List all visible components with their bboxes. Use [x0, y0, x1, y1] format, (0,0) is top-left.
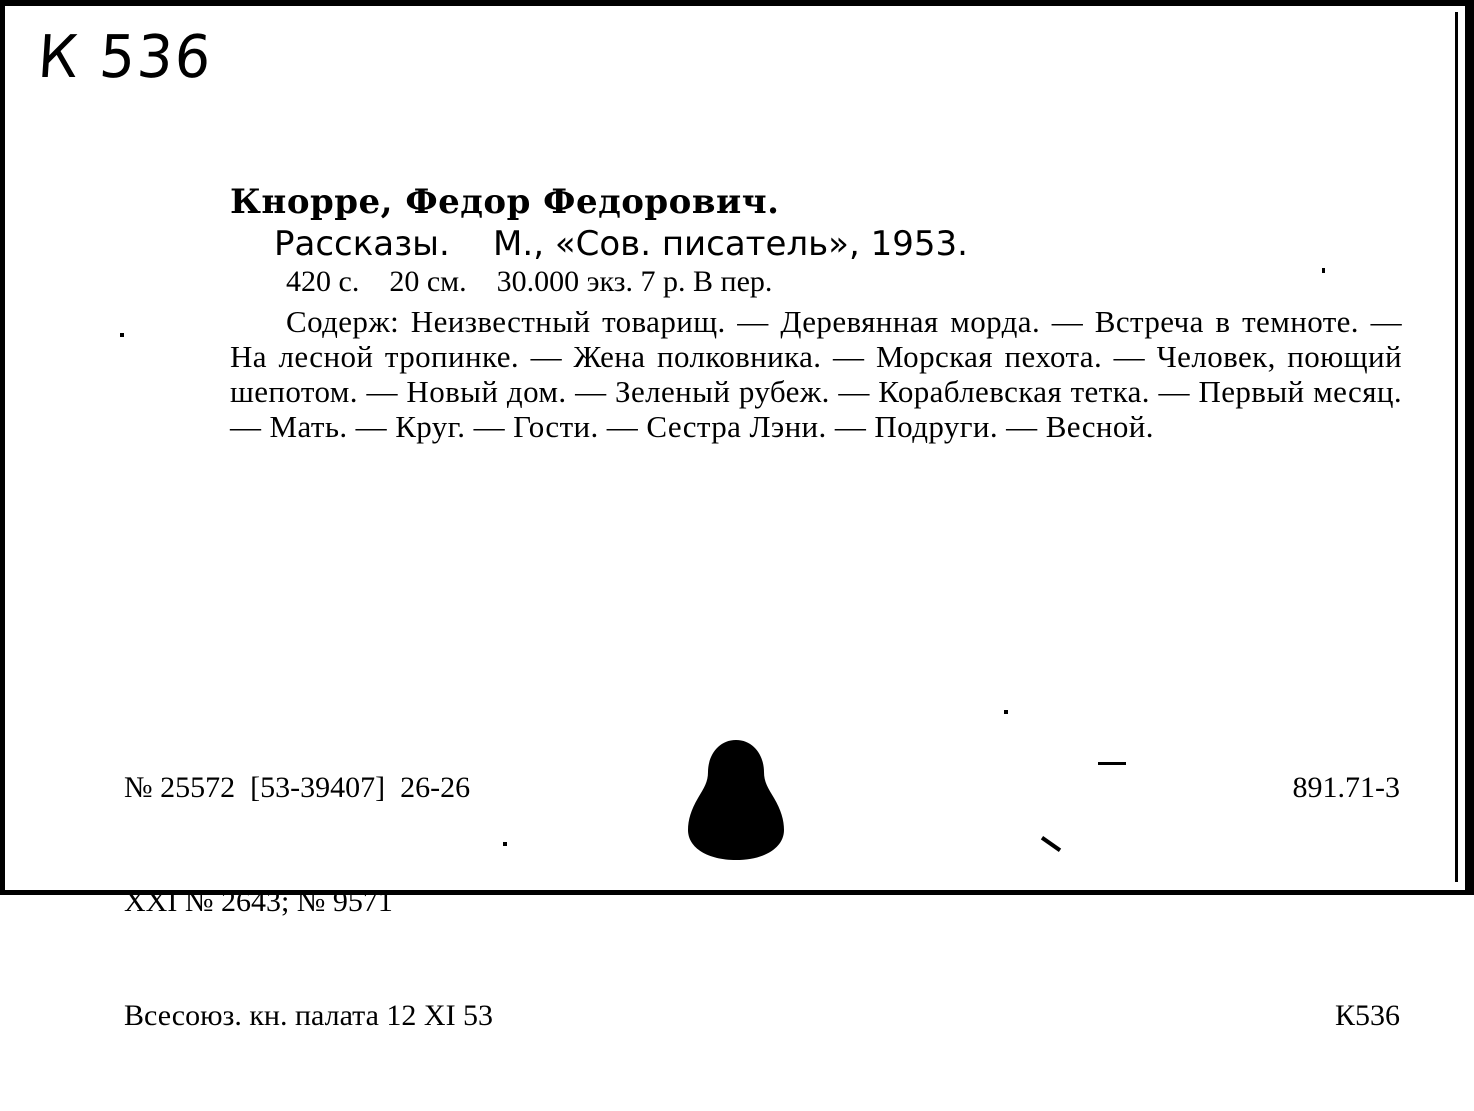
speck-mark — [1004, 710, 1008, 714]
card-footer-right — [1293, 693, 1401, 1111]
footer-call-number: К536 — [1334, 999, 1400, 1032]
physical-description: 420 с. 20 см. 30.000 экз. 7 р. В пер. — [286, 265, 773, 298]
speck-mark — [1322, 268, 1325, 273]
card-edge-top — [0, 0, 1474, 6]
title-imprint: Рассказы. М., «Сов. писатель», 1953. — [274, 224, 968, 264]
speck-mark — [1041, 836, 1061, 852]
author-heading: Кнорре, Федор Федорович. — [230, 182, 780, 222]
speck-mark — [503, 842, 507, 846]
footer-chamber-date: Всесоюз. кн. палата 12 XI 53 — [124, 999, 494, 1032]
card-edge-right — [1465, 0, 1474, 895]
footer-record-number: № 25572 [53-39407] 26-26 — [124, 771, 471, 804]
card-edge-left — [0, 0, 5, 895]
footer-spacer — [1293, 883, 1401, 921]
punch-hole-icon — [688, 738, 784, 860]
card-footer-left — [124, 693, 493, 1111]
bibliographic-entry — [230, 180, 1402, 444]
handwritten-call-number: К 536 — [35, 23, 215, 92]
speck-mark — [120, 333, 124, 337]
footer-series-numbers: XXI № 2643; № 9571 — [124, 885, 393, 918]
speck-mark — [1098, 762, 1126, 765]
card-edge-right-shadow — [1455, 12, 1458, 882]
classification-code: 891.71-3 — [1292, 771, 1400, 804]
contents-note: Содерж: Неизвестный товарищ. — Деревянная морда. — Встреча в темноте. — На лесной тропинке. — Жена полковника. — Морская пехота. — Человек, поющий шепотом. — Новый дом. — Зеленый рубеж. — Кораблевская тетка. — Первый месяц. — Мать. — Круг. — Гости. — Сестра Лэни. — Подруги. — Весной. — [230, 304, 1402, 444]
